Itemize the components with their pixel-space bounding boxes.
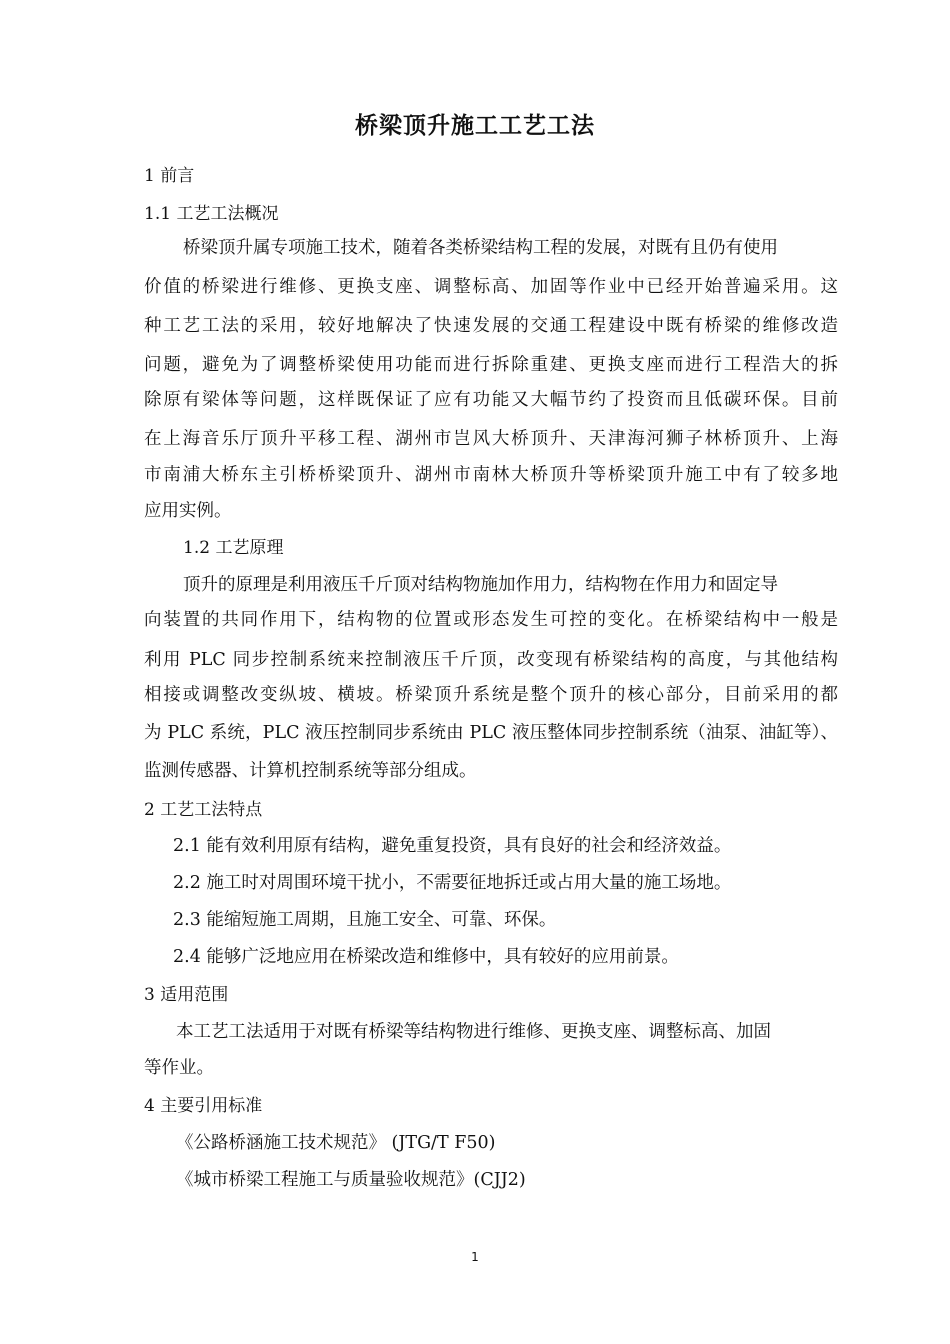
- section-heading-features: 2 工艺工法特点: [144, 800, 263, 820]
- section-heading-scope: 3 适用范围: [144, 985, 229, 1005]
- paragraph-line: 相接或调整改变纵坡、横坡。桥梁顶升系统是整个顶升的核心部分，目前采用的都: [144, 685, 838, 705]
- paragraph-line: 利用 PLC 同步控制系统来控制液压千斤顶，改变现有桥梁结构的高度，与其他结构: [144, 650, 838, 670]
- paragraph-line: 向装置的共同作用下，结构物的位置或形态发生可控的变化。在桥梁结构中一般是: [144, 610, 838, 630]
- paragraph-line: 应用实例。: [144, 501, 232, 521]
- paragraph-line: 价值的桥梁进行维修、更换支座、调整标高、加固等作业中已经开始普遍采用。这: [144, 277, 838, 297]
- subsection-heading-principle: 1.2 工艺原理: [183, 538, 284, 558]
- page-number: 1: [471, 1250, 479, 1264]
- paragraph-line: 顶升的原理是利用液压千斤顶对结构物施加作用力，结构物在作用力和固定导: [183, 575, 778, 595]
- paragraph-line: 监测传感器、计算机控制系统等部分组成。: [144, 761, 477, 781]
- paragraph-line: 本工艺工法适用于对既有桥梁等结构物进行维修、更换支座、调整标高、加固: [176, 1022, 771, 1042]
- subsection-heading-overview: 1.1 工艺工法概况: [144, 204, 279, 224]
- reference-item: 《城市桥梁工程施工与质量验收规范》(CJJ2): [176, 1170, 526, 1190]
- list-item: 2.2 施工时对周围环境干扰小，不需要征地拆迁或占用大量的施工场地。: [173, 873, 732, 893]
- paragraph-line: 为 PLC 系统，PLC 液压控制同步系统由 PLC 液压整体同步控制系统（油泵、油缸等）、: [144, 723, 838, 743]
- section-heading-standards: 4 主要引用标准: [144, 1096, 263, 1116]
- list-item: 2.4 能够广泛地应用在桥梁改造和维修中，具有较好的应用前景。: [173, 947, 679, 967]
- paragraph-line: 等作业。: [144, 1058, 214, 1078]
- list-item: 2.3 能缩短施工周期，且施工安全、可靠、环保。: [173, 910, 557, 930]
- paragraph-line: 种工艺工法的采用，较好地解决了快速发展的交通工程建设中既有桥梁的维修改造: [144, 316, 838, 336]
- document-title: 桥梁顶升施工工艺工法: [355, 113, 595, 139]
- paragraph-line: 桥梁顶升属专项施工技术，随着各类桥梁结构工程的发展，对既有且仍有使用: [183, 238, 778, 258]
- paragraph-line: 在上海音乐厅顶升平移工程、湖州市岂风大桥顶升、天津海河狮子林桥顶升、上海: [144, 429, 838, 449]
- paragraph-line: 除原有梁体等问题，这样既保证了应有功能又大幅节约了投资而且低碳环保。目前: [144, 390, 838, 410]
- list-item: 2.1 能有效利用原有结构，避免重复投资，具有良好的社会和经济效益。: [173, 836, 732, 856]
- reference-item: 《公路桥涵施工技术规范》 (JTG/T F50): [176, 1133, 496, 1153]
- section-heading-preface: 1 前言: [144, 166, 195, 186]
- paragraph-line: 问题，避免为了调整桥梁使用功能而进行拆除重建、更换支座而进行工程浩大的拆: [144, 355, 838, 375]
- paragraph-line: 市南浦大桥东主引桥桥梁顶升、湖州市南林大桥顶升等桥梁顶升施工中有了较多地: [144, 465, 838, 485]
